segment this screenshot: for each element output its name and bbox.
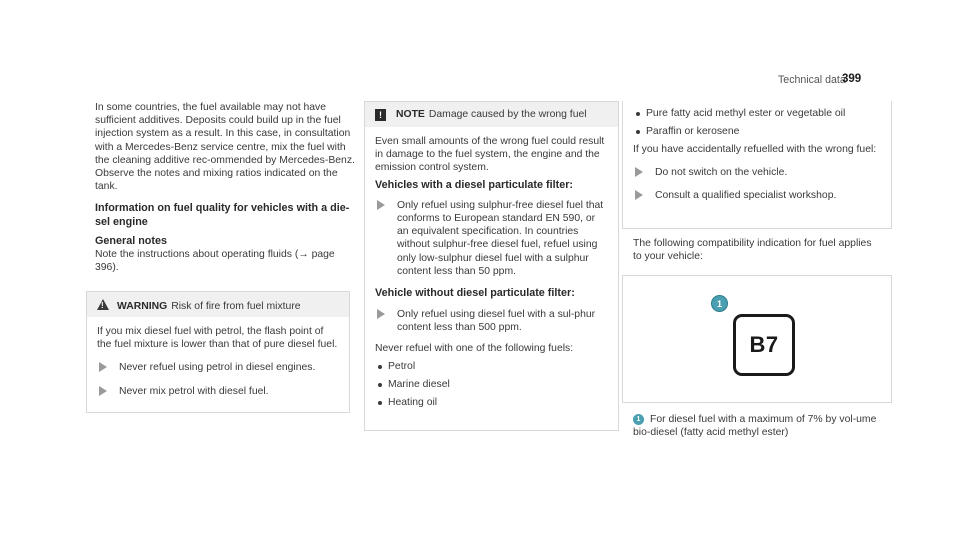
column-1 <box>95 101 357 274</box>
fuel-list-item: Marine diesel <box>375 378 608 391</box>
warning-text: If you mix diesel fuel with petrol, the flash point of the fuel mixture is lower than that of pure diesel fuel. <box>97 326 338 351</box>
warning-body <box>87 317 349 404</box>
b7-fuel-label: B7 <box>733 314 795 376</box>
bullet-icon <box>378 365 382 369</box>
figure-caption: 1 For diesel fuel with a maximum of 7% by vol-ume bio-diesel (fatty acid methyl ester) <box>633 414 877 439</box>
warning-item: Never mix petrol with diesel fuel. <box>97 385 339 398</box>
fuel-quality-heading: Information on fuel quality for vehicles with a die-sel engine <box>95 202 350 228</box>
note-text: Even small amounts of the wrong fuel could result in damage to the fuel system, the engine and the emission control system. <box>375 136 605 174</box>
fuel-list-item: Paraffin or kerosene <box>633 125 883 138</box>
fuel-list-item: Petrol <box>375 360 608 373</box>
note-header <box>365 102 618 127</box>
notes-text: Note the instructions about operating fluids (→ page 396). <box>95 249 335 274</box>
fuel-list-item: Heating oil <box>375 396 608 409</box>
action-item: Do not switch on the vehicle. <box>633 166 883 179</box>
arrow-icon <box>635 167 643 177</box>
compat-text: The following compatibility indication for fuel applies to your vehicle: <box>633 238 872 263</box>
arrow-icon <box>99 386 107 396</box>
accident-text: If you have accidentally refuelled with the wrong fuel: <box>633 144 877 156</box>
arrow-icon <box>377 309 385 319</box>
bullet-icon <box>636 130 640 134</box>
note-box <box>364 101 619 431</box>
warning-box <box>86 291 350 413</box>
intro-paragraph: In some countries, the fuel available may not have sufficient additives. Deposits could build up in the fuel injection system as a result. In this case, in consultation with a Mercedes-Benz service centre, mix the fuel with the cleaning additive rec-ommended by Mercedes-Benz. Observe the notes and mixing ratios indicated on the tank. <box>95 102 355 193</box>
note-item: Only refuel using diesel fuel with a sul-phur content less than 500 ppm. <box>375 308 608 334</box>
arrow-icon <box>635 190 643 200</box>
note-body <box>365 127 618 415</box>
warning-triangle-icon <box>97 299 109 310</box>
no-dpf-heading: Vehicle without diesel particulate filter: <box>375 287 575 300</box>
bullet-icon <box>378 401 382 405</box>
note-label: NOTE <box>396 109 425 120</box>
warning-title: Risk of fire from fuel mixture <box>171 301 301 312</box>
never-text: Never refuel with one of the following fuels: <box>375 342 574 354</box>
action-item: Consult a qualified specialist workshop. <box>633 189 883 202</box>
fuel-compat-figure <box>622 275 892 403</box>
bullet-icon <box>378 383 382 387</box>
dpf-heading: Vehicles with a diesel particulate filter: <box>375 178 574 191</box>
warning-header <box>87 292 349 317</box>
warning-item: Never refuel using petrol in diesel engines. <box>97 361 339 374</box>
note-title: Damage caused by the wrong fuel <box>428 109 587 120</box>
bullet-icon <box>636 112 640 116</box>
callout-badge: 1 <box>711 295 728 312</box>
warning-label: WARNING <box>117 301 168 312</box>
fuel-list-item: Pure fatty acid methyl ester or vegetable oil <box>633 107 883 120</box>
note-item: Only refuel using sulphur-free diesel fuel that conforms to European standard EN 590, or an equivalent specification. In countries without sulphur-free diesel fuel, refuel using only low-sulphur diesel fuel with a sulphur content less than 50 ppm. <box>375 199 608 278</box>
note-exclamation-icon: ! <box>375 109 386 121</box>
section-title: Technical data <box>778 74 846 86</box>
notes-paragraph <box>95 248 357 274</box>
general-notes-heading: General notes <box>95 234 168 247</box>
arrow-icon <box>99 362 107 372</box>
note-box-continued <box>622 101 892 229</box>
page-number: 399 <box>842 73 862 85</box>
caption-callout-badge: 1 <box>633 414 644 425</box>
arrow-icon <box>377 200 385 210</box>
